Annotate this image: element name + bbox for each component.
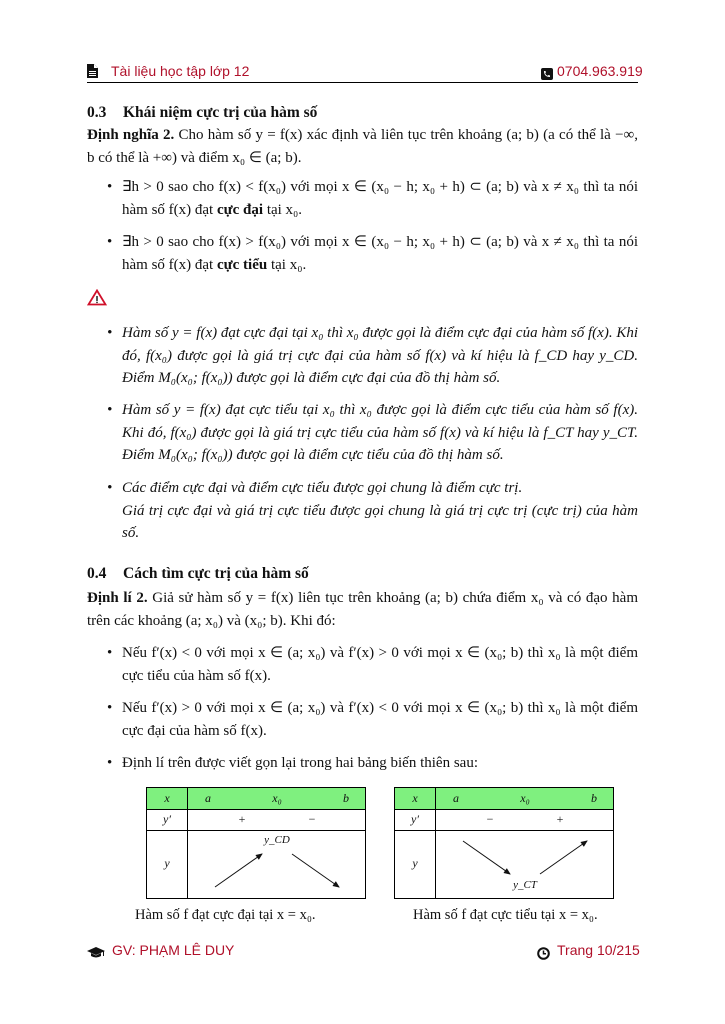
table-caption: Hàm số f đạt cực đại tại x = x₀. <box>135 907 316 923</box>
definition-text: Cho hàm số y = f(x) xác định và liên tục trên khoảng (a; b) (a có thể là −∞, b có thể là +∞) và điểm x₀ ∈ (a; b). <box>87 127 638 166</box>
cell: y′ <box>411 812 419 826</box>
definition <box>87 124 638 169</box>
section-number: 0.3 <box>87 104 107 121</box>
cell: − <box>486 812 494 826</box>
cell: a <box>205 791 211 805</box>
cell: x <box>164 791 170 805</box>
text: tại x₀. <box>263 201 303 218</box>
cell: y <box>412 856 418 870</box>
bold-term: cực đại <box>216 201 264 218</box>
extreme-value: y_CD <box>264 834 290 846</box>
cell: b <box>591 791 597 805</box>
text: tại x₀. <box>267 256 307 273</box>
header-title: Tài liệu học tập lớp 12 <box>111 63 250 79</box>
text: ∃h > 0 sao cho f(x) > f(x₀) với mọi x ∈ (x₀ − h; x₀ + h) ⊂ (a; b) và x ≠ x₀ thì ta nói hàm số f(x) đạt <box>122 234 638 273</box>
table-caption: Hàm số f đạt cực tiểu tại x = x₀. <box>413 907 598 923</box>
arrows <box>147 788 367 900</box>
text: Giá trị cực đại và giá trị cực tiểu được gọi chung là giá trị cực trị (cực trị) của hàm số. <box>122 502 638 541</box>
footer-author: GV: PHẠM LÊ DUY <box>112 942 235 958</box>
variation-table-max <box>146 787 366 899</box>
extreme-value: y_CT <box>513 879 537 891</box>
theorem-text: Giả sử hàm số y = f(x) liên tục trên khoảng (a; b) chứa điểm x₀ và có đạo hàm trên các khoảng (a; x₀) và (x₀; b). Khi đó: <box>87 590 638 629</box>
theorem-label: Định lí 2. <box>87 590 148 606</box>
warning-triangle-icon <box>87 289 107 310</box>
header-phone: 0704.963.919 <box>557 63 643 79</box>
list-item <box>122 477 638 545</box>
cell: − <box>308 812 316 826</box>
cell: + <box>238 812 246 826</box>
list-item <box>122 176 638 221</box>
cell: a <box>453 791 459 805</box>
list-item: • Hàm số y = f(x) đạt cực tiểu tại x₀ thì x₀ được gọi là điểm cực tiểu của hàm số f(x). Khi đó, f(x₀) được gọi là giá trị cực tiểu của hàm số f(x) và kí hiệu là f_CT hay y_CT. Điểm M₀(x₀; f(x₀)) được gọi là điểm cực tiểu của đồ thị hàm số. <box>122 399 638 467</box>
cell: y′ <box>163 812 171 826</box>
theorem <box>87 587 638 632</box>
arrows <box>395 788 615 900</box>
header-rule <box>87 82 638 83</box>
section-heading <box>87 565 309 583</box>
cell: x <box>412 791 418 805</box>
cell: b <box>343 791 349 805</box>
cell: y <box>164 856 170 870</box>
clock-icon <box>537 945 550 964</box>
footer-page: Trang 10/215 <box>557 942 640 958</box>
section-heading <box>87 104 317 122</box>
doc-icon <box>87 63 98 82</box>
cell: x₀ <box>520 791 530 805</box>
list-item <box>122 231 638 276</box>
section-number: 0.4 <box>87 565 107 582</box>
cell: + <box>556 812 564 826</box>
text: ∃h > 0 sao cho f(x) < f(x₀) với mọi x ∈ (x₀ − h; x₀ + h) ⊂ (a; b) và x ≠ x₀ thì ta nói hàm số f(x) đạt <box>122 179 638 218</box>
variation-table-min <box>394 787 614 899</box>
list-item: • Nếu f′(x) > 0 với mọi x ∈ (a; x₀) và f′(x) < 0 với mọi x ∈ (x₀; b) thì x₀ là một điểm cực đại của hàm số f(x). <box>122 697 638 742</box>
list-item: • Hàm số y = f(x) đạt cực đại tại x₀ thì x₀ được gọi là điểm cực đại của hàm số f(x). Khi đó, f(x₀) được gọi là giá trị cực đại của hàm số f(x) và kí hiệu là f_CD hay y_CD. Điểm M₀(x₀; f(x₀)) được gọi là điểm cực đại của đồ thị hàm số. <box>122 322 638 390</box>
section-title: Cách tìm cực trị của hàm số <box>123 565 309 582</box>
text: • Các điểm cực đại và điểm cực tiểu được gọi chung là điểm cực trị. <box>122 480 523 496</box>
section-title: Khái niệm cực trị của hàm số <box>123 104 318 121</box>
cell: x₀ <box>272 791 282 805</box>
bold-term: cực tiểu <box>216 256 268 273</box>
list-item: • Định lí trên được viết gọn lại trong hai bảng biến thiên sau: <box>122 752 638 775</box>
graduation-cap-icon <box>87 944 105 963</box>
list-item: • Nếu f′(x) < 0 với mọi x ∈ (a; x₀) và f′(x) > 0 với mọi x ∈ (x₀; b) thì x₀ là một điểm cực tiểu của hàm số f(x). <box>122 642 638 687</box>
definition-label: Định nghĩa 2. <box>87 127 175 143</box>
